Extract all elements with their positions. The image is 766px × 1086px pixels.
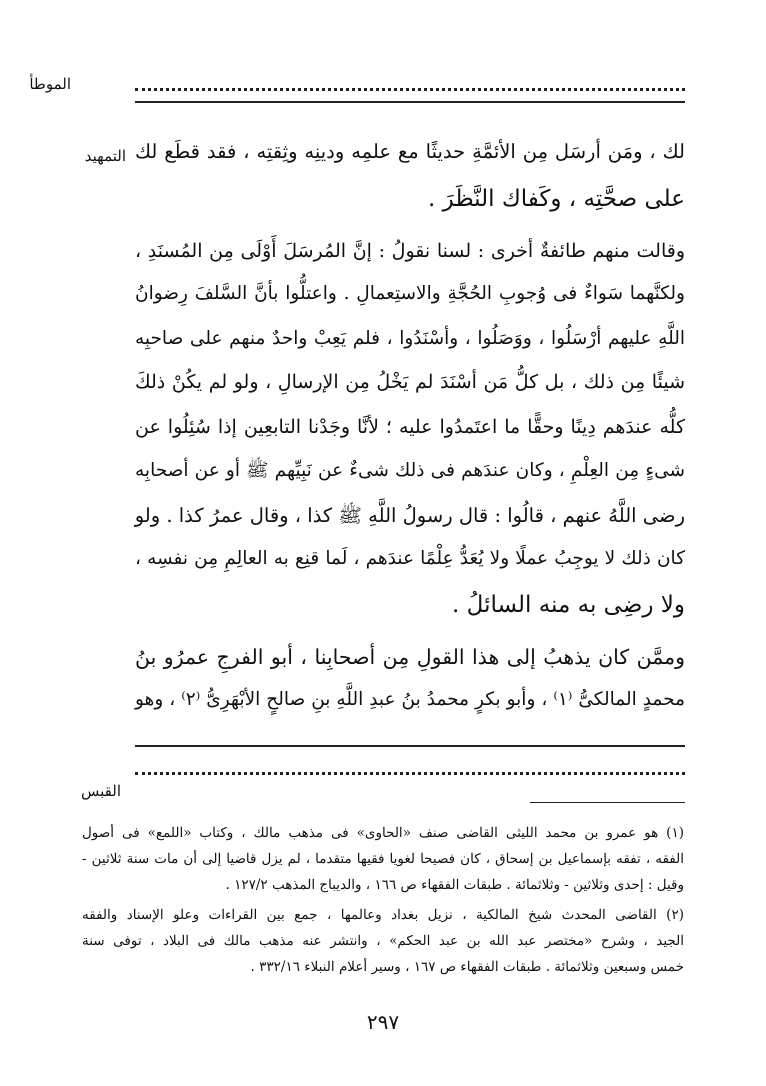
qabas-top-rule [135, 745, 685, 747]
qabas-label: القبس [81, 782, 121, 800]
main-line: شيئًا مِن ذلك ، بل كلُّ مَن أسْنَدَ لم يَخْلُ مِن الإرسالِ ، ولو لم يكُنْ ذلكَ [135, 371, 685, 393]
main-line: لك ، ومَن أرسَل مِن الأئمَّةِ حديثًا مع علمِه ودينِه وثِقتِه ، فقد قطَع لك [135, 140, 685, 163]
main-line: اللَّهِ عليهم أرْسَلُوا ، ووَصَلُوا ، وأسْنَدُوا ، فلم يَعِبْ واحدٌ منهم على صاحبِه [135, 328, 685, 349]
main-line: على صحَّتِه ، وكَفاك النَّظَرَ . [428, 186, 685, 212]
main-line: محمدٍ المالكىُّ ⁽١⁾ ، وأبو بكرٍ محمدُ بنُ عبدِ اللَّهِ بنِ صالحٍ الأبْهَرِىُّ ⁽٢⁾ ، وهو [135, 689, 685, 710]
footnote-line: (١) هو عمرو بن محمد الليثى القاضى صنف «الحاوى» فى مذهب مالك ، وكتاب «اللمع» فى أصول [82, 825, 684, 841]
footnote-line: خمس وسبعين وثلاثمائة . طبقات الفقهاء ص ١٦٧ ، وسير أعلام النبلاء ٣٣٢/١٦ . [250, 959, 684, 975]
footnote-line: الفقه ، تفقه بإسماعيل بن إسحاق ، كان فصيحا لغويا فقيها متقدما ، لم يزل قاضيا إلى أن مات سنة ثلاثين - [82, 851, 684, 867]
main-line: ولكنَّهما سَواءٌ فى وُجوبِ الحُجَّةِ والاستِعمالِ . واعتلُّوا بأنَّ السَّلفَ رِضوانُ [135, 283, 685, 304]
main-line: رضى اللَّهُ عنهم ، قالُوا : قال رسولُ اللَّهِ ﷺ كذا ، وقال عمرُ كذا . ولو [134, 504, 685, 527]
main-line: ولا رضِى به منه السائلُ . [452, 592, 685, 618]
main-line: كلُّه عندَهم دِينًا وحقًّا ما اعتَمدُوا عليه ؛ لأنَّا وجَدْنا التابعِين إذا سُئِلُوا عن [135, 416, 685, 438]
header-dotted-divider [135, 88, 685, 91]
footnote-separator [530, 802, 685, 803]
main-line: وممَّن كان يذهبُ إلى هذا القولِ مِن أصحابِنا ، أبو الفرجِ عمرُو بنُ [135, 645, 685, 669]
header-rule [135, 101, 685, 103]
main-line: وقالت منهم طائفةٌ أخرى : لسنا نقولُ : إنَّ المُرسَلَ أَوْلَى مِن المُسنَدِ ، [135, 240, 685, 262]
main-line: شىءٍ مِن العِلْمِ ، وكان عندَهم فى ذلك شىءٌ عن نَبِيِّهم ﷺ أو عن أصحابِه [135, 460, 685, 481]
tamhid-label: التمهيد [84, 147, 126, 165]
footnote-line: وقيل : إحدى وثلاثين - وثلاثمائة . طبقات الفقهاء ص ١٦٦ ، والديباج المذهب ١٢٧/٢ . [225, 877, 684, 893]
footnote-line: الجيد ، وشرح «مختصر عبد الله بن عبد الحكم» ، وانتشر عنه مذهب مالك فى البلاد ، توفى سنة [82, 933, 684, 949]
book-title: الموطأ [29, 75, 71, 93]
footnote-line: (٢) القاضى المحدث شيخ المالكية ، نزيل بغداد وعالمها ، جمع بين القراءات وعلو الإسناد والفقه [82, 907, 684, 923]
qabas-dotted-divider [135, 772, 685, 775]
page-number: ٢٩٧ [366, 1010, 400, 1034]
main-line: كان ذلك لا يوجِبُ عملًا ولا يُعَدُّ عِلْمًا عندَهم ، لَما قنِع به العالِمِ مِن نفسِه ، [135, 548, 685, 569]
